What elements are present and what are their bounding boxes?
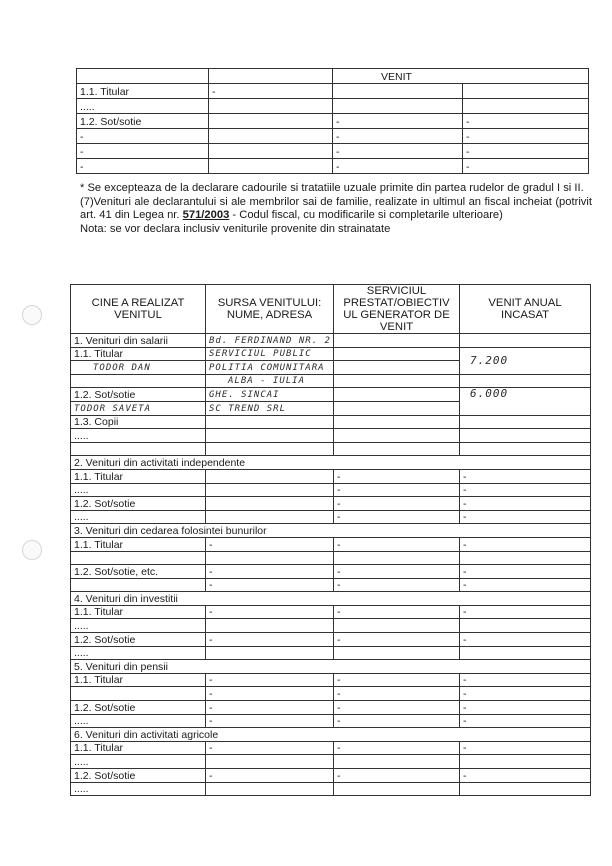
table-row: 1.1. Titular - - -	[71, 605, 591, 619]
row-label: 1.2. Sot/sotie	[71, 701, 206, 715]
venit-header: VENIT	[333, 69, 589, 84]
section-title: 2. Venituri din activitati independente	[71, 456, 591, 470]
punch-hole-bottom	[22, 540, 42, 560]
row-label: 1.2. Sot/sotie	[71, 388, 206, 402]
section-agricultural	[71, 728, 591, 742]
row-label: 1.2. Sot/sotie, etc.	[71, 565, 206, 579]
header-who: CINE A REALIZAT VENITUL	[71, 285, 206, 334]
row-label: 1.1. Titular	[71, 537, 206, 551]
row-label: 1.2. Sot/sotie	[71, 769, 206, 783]
income-note: (7)Venituri ale declarantului si ale membrilor sai de familie, realizate in ultimul an fiscal incheiat (potrivit art. 41 din Legea nr. 571/2003 - Codul fiscal, cu modificarile si completarile ulterioare)	[80, 195, 592, 221]
handwritten-source: POLITIA COMUNITARA	[206, 361, 334, 375]
section-investments	[71, 592, 591, 606]
handwritten-source: GHE. SINCAI	[206, 388, 334, 402]
row-label: 1.1. Titular	[71, 469, 206, 483]
section-title: 4. Venituri din investitii	[71, 592, 591, 606]
handwritten-source: SC TREND SRL	[206, 401, 334, 415]
header-source: SURSA VENITULUI: NUME, ADRESA	[206, 285, 334, 334]
handwritten-source: SERVICIUL PUBLIC	[206, 347, 334, 361]
table-row	[71, 442, 591, 456]
section-title: 5. Venituri din pensii	[71, 660, 591, 674]
section-salaries	[71, 334, 591, 348]
table-row: .....	[71, 619, 591, 633]
table-row: - - -	[71, 578, 591, 592]
table-row: 1.1. Titular - - -	[71, 537, 591, 551]
row-label: 1.2. Sot/sotie	[71, 497, 206, 511]
table-row: 1.1. Titular - -	[71, 469, 591, 483]
handwritten-city: ALBA - IULIA	[206, 374, 334, 388]
handwritten-name: TODOR SAVETA	[71, 401, 206, 415]
table-row: ..... - -	[71, 510, 591, 524]
law-number: 571/2003	[182, 209, 230, 221]
punch-hole-top	[22, 305, 42, 325]
row-label: 1.3. Copii	[71, 415, 206, 429]
table-row: ..... - - -	[71, 714, 591, 728]
table-row	[71, 347, 591, 361]
row-label: 1.1. Titular	[71, 741, 206, 755]
table-row: - - -	[71, 687, 591, 701]
header-service: SERVICIUL PRESTAT/OBIECTIV UL GENERATOR DE VENIT	[334, 285, 460, 334]
table-row: 1.2. Sot/sotie - - -	[71, 633, 591, 647]
declaration-notes	[80, 182, 592, 236]
table-row: 1.2. Sot/sotie - - -	[71, 769, 591, 783]
table-row: .....	[71, 646, 591, 660]
header-amount: VENIT ANUAL INCASAT	[460, 285, 591, 334]
handwritten-amount: 6.000	[460, 388, 591, 415]
table-row: 1.2. Sot/sotie - - -	[71, 701, 591, 715]
table-row	[71, 551, 591, 565]
row-label: 1.1. Titular	[71, 347, 206, 361]
section-title: 1. Venituri din salarii	[71, 334, 206, 348]
table-row: 1.1. Titular - - -	[71, 741, 591, 755]
gifts-note: * Se excepteaza de la declarare cadourile si tratatiile uzuale primite din partea rudelor de gradul I si II.	[80, 182, 584, 194]
row-label: 1.2. Sot/sotie	[77, 114, 209, 129]
table-header	[71, 285, 591, 334]
table-row: .....	[71, 755, 591, 769]
handwritten-amount: 7.200	[460, 347, 591, 374]
foreign-income-note: Nota: se vor declara inclusiv veniturile provenite din strainatate	[80, 222, 391, 235]
section-pensions	[71, 660, 591, 674]
previous-income-table: VENIT 1.1. Titular - ..... 1.2. Sot/sotie - - - - - - - - - - -	[76, 68, 588, 174]
section-property-use	[71, 524, 591, 538]
table-row: 1.1. Titular - - -	[71, 673, 591, 687]
table-row	[71, 415, 591, 429]
row-label: 1.2. Sot/sotie	[71, 633, 206, 647]
table-row: .....	[71, 782, 591, 796]
table-row: .....	[71, 429, 591, 443]
handwritten-address: Bd. FERDINAND NR. 2	[206, 334, 334, 348]
row-label: 1.1. Titular	[71, 673, 206, 687]
table-row: 1.2. Sot/sotie, etc. - - -	[71, 565, 591, 579]
section-title: 6. Venituri din activitati agricole	[71, 728, 591, 742]
table-row: 1.2. Sot/sotie - -	[71, 497, 591, 511]
handwritten-name: TODOR DAN	[71, 361, 206, 375]
row-label: 1.1. Titular	[71, 605, 206, 619]
table-row	[71, 388, 591, 402]
income-table	[70, 284, 590, 796]
table-row: ..... - -	[71, 483, 591, 497]
row-label: 1.1. Titular	[77, 84, 209, 99]
section-title: 3. Venituri din cedarea folosintei bunurilor	[71, 524, 591, 538]
table-row	[71, 374, 591, 388]
section-independent	[71, 456, 591, 470]
